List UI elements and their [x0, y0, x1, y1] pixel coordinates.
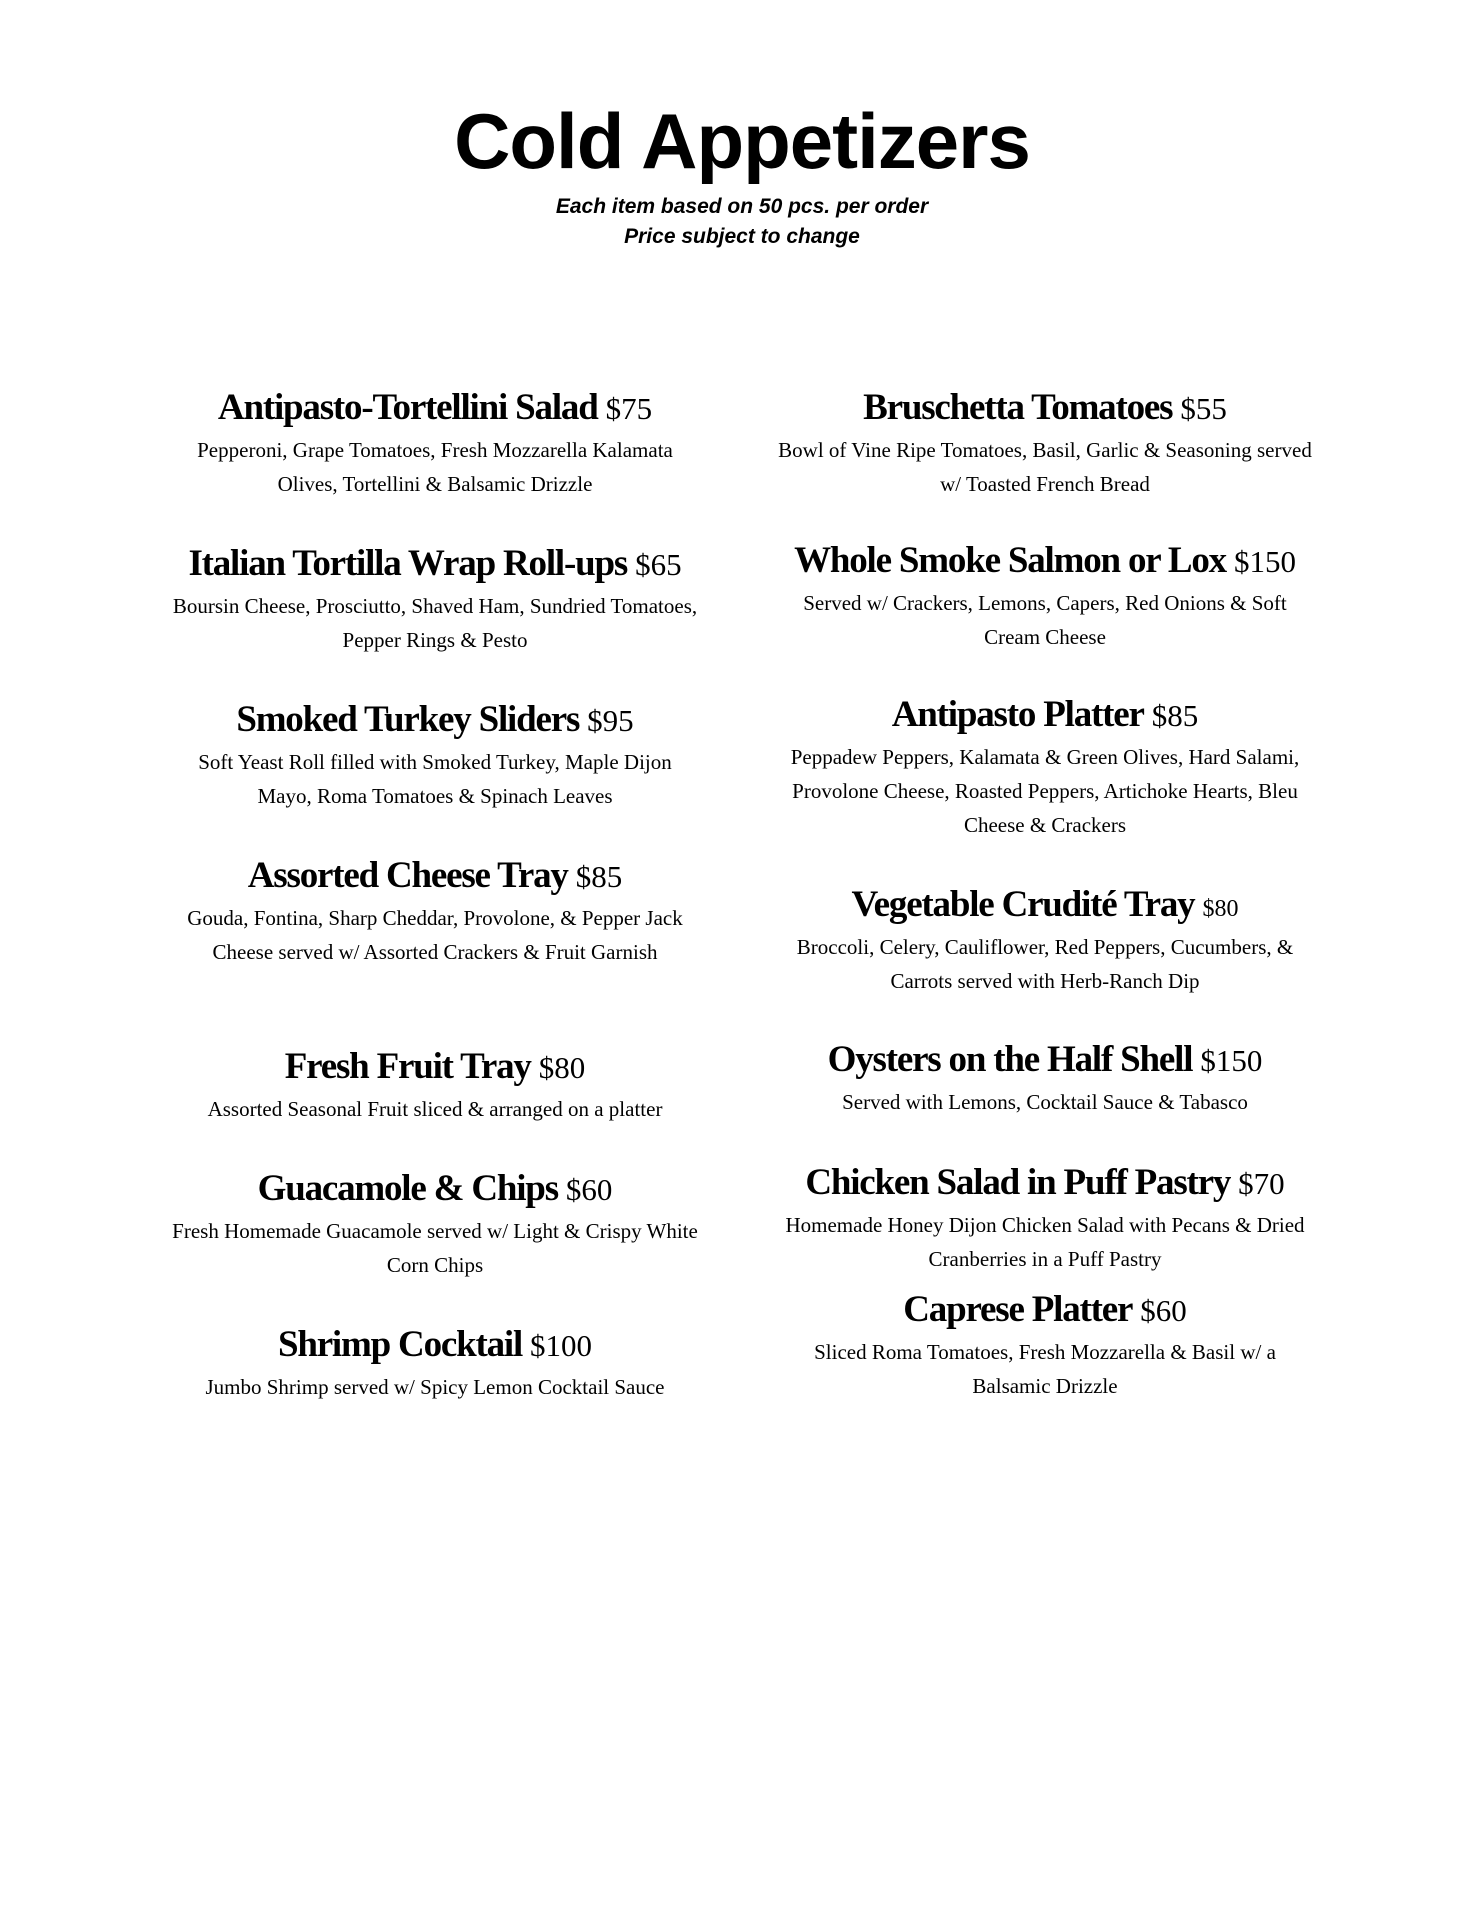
item-price: $80	[1202, 896, 1239, 922]
menu-item-assorted-cheese-tray	[170, 853, 700, 969]
menu-header	[0, 95, 1484, 252]
item-description: Jumbo Shrimp served w/ Spicy Lemon Cocktail Sauce	[205, 1375, 665, 1399]
item-name: Chicken Salad in Puff Pastry	[805, 1162, 1231, 1203]
item-name: Bruschetta Tomatoes	[863, 387, 1173, 428]
item-price: $75	[605, 391, 653, 426]
item-description: Homemade Honey Dijon Chicken Salad with Pecans & Dried Cranberries in a Puff Pastry	[785, 1213, 1305, 1271]
item-price: $150	[1200, 1043, 1263, 1078]
menu-note-price: Price subject to change	[624, 225, 860, 248]
item-description: Fresh Homemade Guacamole served w/ Light & Crispy White Corn Chips	[172, 1219, 698, 1277]
item-price: $65	[635, 547, 682, 582]
menu-item-chicken-salad-puff-pastry	[775, 1160, 1315, 1276]
menu-item-guacamole-chips	[170, 1166, 700, 1282]
item-description: Broccoli, Celery, Cauliflower, Red Peppers, Cucumbers, & Carrots served with Herb-Ranch Dip	[796, 935, 1294, 993]
item-description: Sliced Roma Tomatoes, Fresh Mozzarella & Basil w/ a Balsamic Drizzle	[814, 1340, 1276, 1398]
page-title: Cold Appetizers	[454, 97, 1030, 185]
item-description: Served w/ Crackers, Lemons, Capers, Red Onions & Soft Cream Cheese	[803, 591, 1287, 649]
menu-item-smoke-salmon-lox	[775, 538, 1315, 654]
item-price: $55	[1180, 391, 1227, 426]
menu-item-bruschetta-tomatoes	[775, 385, 1315, 501]
item-description: Served with Lemons, Cocktail Sauce & Tabasco	[842, 1090, 1248, 1114]
item-name: Italian Tortilla Wrap Roll-ups	[188, 543, 628, 584]
menu-item-shrimp-cocktail	[170, 1322, 700, 1404]
item-name: Guacamole & Chips	[257, 1168, 558, 1209]
menu-item-antipasto-tortellini-salad	[170, 385, 700, 501]
item-name: Smoked Turkey Sliders	[236, 699, 580, 740]
item-description: Peppadew Peppers, Kalamata & Green Olives, Hard Salami, Provolone Cheese, Roasted Peppers, Artichoke Hearts, Bleu Cheese & Crackers	[790, 745, 1300, 837]
item-name: Whole Smoke Salmon or Lox	[794, 540, 1226, 581]
item-price: $70	[1238, 1166, 1285, 1201]
item-description: Boursin Cheese, Prosciutto, Shaved Ham, Sundried Tomatoes, Pepper Rings & Pesto	[172, 594, 698, 652]
item-description: Assorted Seasonal Fruit sliced & arranged on a platter	[207, 1097, 663, 1121]
item-name: Shrimp Cocktail	[277, 1324, 523, 1365]
item-name: Antipasto Platter	[891, 694, 1144, 735]
menu-item-smoked-turkey-sliders	[170, 697, 700, 813]
menu-item-oysters-half-shell	[775, 1037, 1315, 1119]
item-name: Caprese Platter	[903, 1289, 1133, 1330]
menu-item-vegetable-crudite-tray	[775, 882, 1315, 998]
item-price: $100	[530, 1328, 593, 1363]
item-description: Gouda, Fontina, Sharp Cheddar, Provolone, & Pepper Jack Cheese served w/ Assorted Crackers & Fruit Garnish	[187, 906, 683, 964]
menu-item-italian-tortilla-wrap	[170, 541, 700, 657]
item-name: Fresh Fruit Tray	[284, 1046, 531, 1087]
item-description: Pepperoni, Grape Tomatoes, Fresh Mozzarella Kalamata Olives, Tortellini & Balsamic Drizzle	[197, 438, 673, 496]
menu-item-caprese-platter	[775, 1287, 1315, 1403]
item-price: $60	[1140, 1293, 1187, 1328]
item-price: $80	[538, 1050, 586, 1085]
item-name: Assorted Cheese Tray	[247, 855, 568, 896]
item-price: $60	[565, 1172, 613, 1207]
item-price: $85	[1151, 698, 1199, 733]
item-name: Vegetable Crudité Tray	[851, 884, 1195, 925]
menu-item-fresh-fruit-tray	[170, 1044, 700, 1126]
menu-note-pieces: Each item based on 50 pcs. per order	[555, 195, 929, 218]
item-price: $85	[575, 859, 623, 894]
menu-item-antipasto-platter	[775, 692, 1315, 842]
item-price: $150	[1233, 544, 1296, 579]
item-description: Bowl of Vine Ripe Tomatoes, Basil, Garlic & Seasoning served w/ Toasted French Bread	[778, 438, 1312, 496]
item-name: Oysters on the Half Shell	[827, 1039, 1193, 1080]
item-price: $95	[587, 703, 634, 738]
item-name: Antipasto-Tortellini Salad	[217, 387, 598, 428]
item-description: Soft Yeast Roll filled with Smoked Turkey, Maple Dijon Mayo, Roma Tomatoes & Spinach Leaves	[198, 750, 672, 808]
